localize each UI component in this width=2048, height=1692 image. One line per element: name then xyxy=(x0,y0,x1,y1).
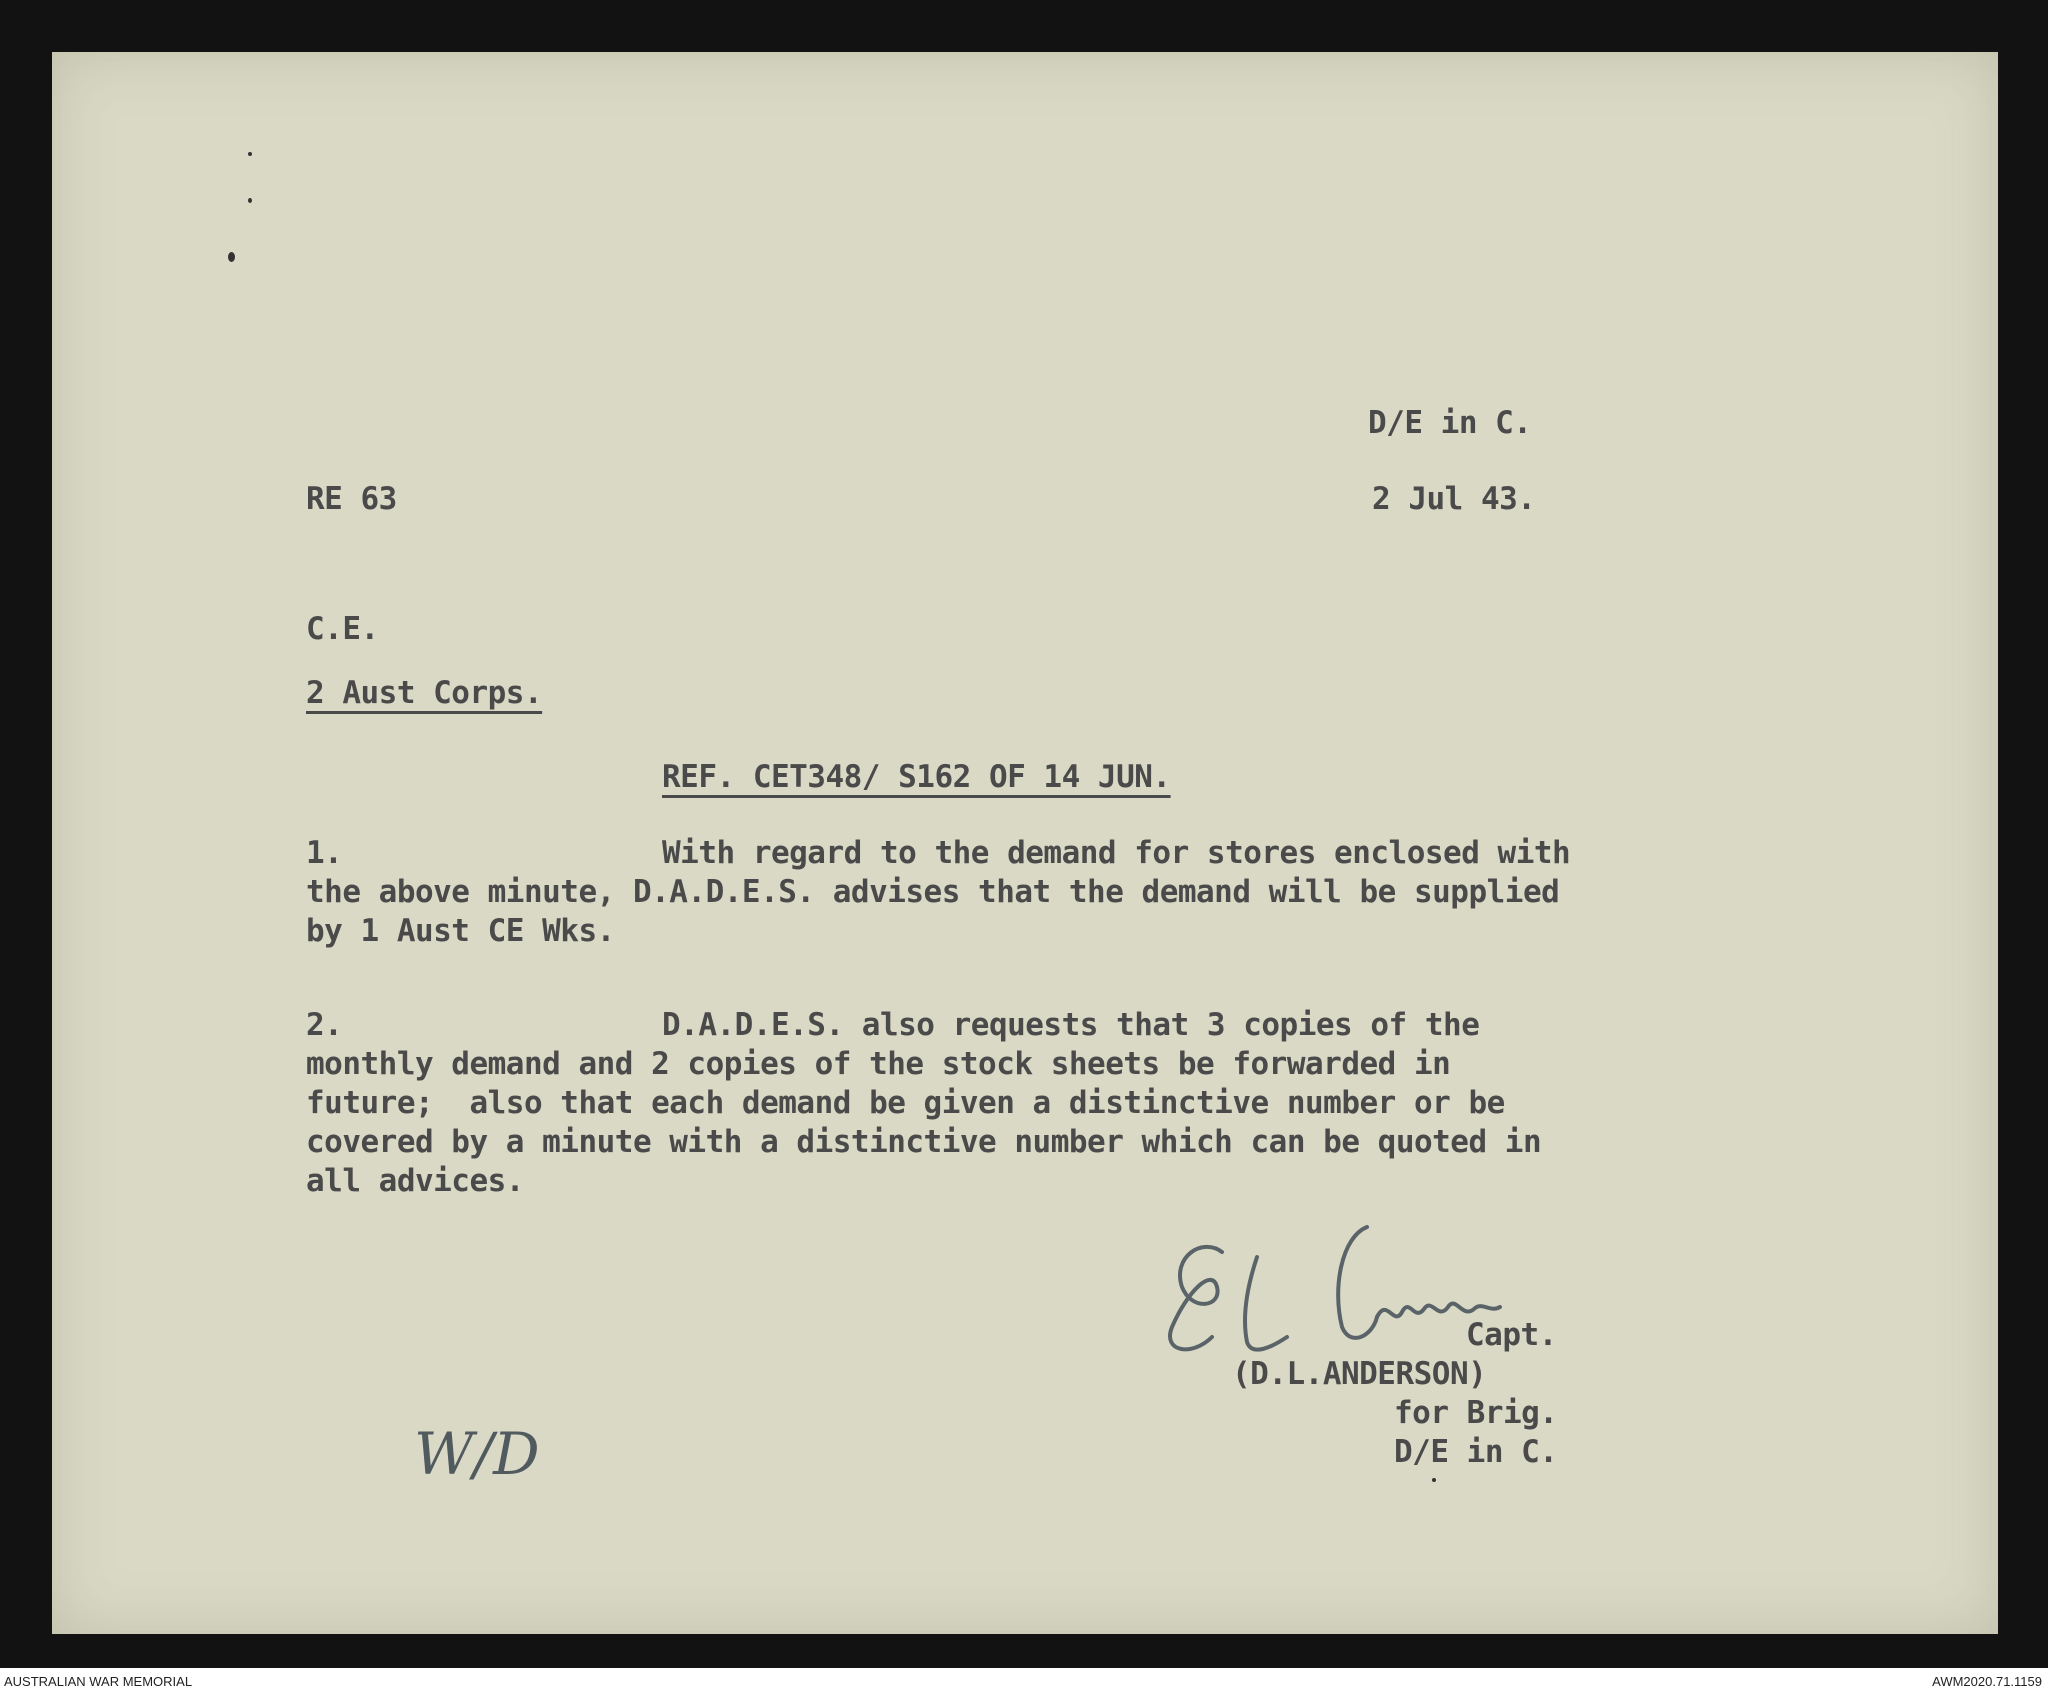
para-1-number: 1. xyxy=(306,835,343,871)
footer-left-caption: AUSTRALIAN WAR MEMORIAL xyxy=(4,1674,193,1689)
para-2-line: all advices. xyxy=(306,1163,524,1199)
para-1-line: by 1 Aust CE Wks. xyxy=(306,913,615,949)
document-page xyxy=(52,52,1998,1634)
paper-speck xyxy=(228,252,235,262)
signatory-office: D/E in C. xyxy=(1394,1434,1558,1470)
signatory-name: (D.L.ANDERSON) xyxy=(1232,1356,1487,1392)
addressee-line-2: 2 Aust Corps. xyxy=(306,675,543,711)
addressee-line-1: C.E. xyxy=(306,611,379,647)
document-date: 2 Jul 43. xyxy=(1372,481,1536,517)
signatory-rank: Capt. xyxy=(1466,1317,1557,1353)
handwritten-note: W/D xyxy=(414,1420,540,1488)
para-1-line: the above minute, D.A.D.E.S. advises that the demand will be supplied xyxy=(306,874,1560,910)
paper-speck xyxy=(248,152,252,156)
para-2-number: 2. xyxy=(306,1007,343,1043)
paper-speck xyxy=(248,198,252,203)
para-2-line: monthly demand and 2 copies of the stock sheets be forwarded in xyxy=(306,1046,1451,1082)
para-2-line: D.A.D.E.S. also requests that 3 copies of the xyxy=(662,1007,1480,1043)
para-1-line: With regard to the demand for stores enclosed with xyxy=(662,835,1571,871)
office-heading: D/E in C. xyxy=(1368,405,1532,441)
para-2-line: future; also that each demand be given a distinctive number or be xyxy=(306,1085,1505,1121)
footer-bar xyxy=(0,1668,2048,1692)
paper-speck xyxy=(1432,1478,1436,1482)
para-2-line: covered by a minute with a distinctive number which can be quoted in xyxy=(306,1124,1542,1160)
subject-line: REF. CET348/ S162 OF 14 JUN. xyxy=(662,759,1171,795)
signatory-for-line: for Brig. xyxy=(1394,1395,1558,1431)
footer-right-caption: AWM2020.71.1159 xyxy=(1932,1674,2042,1689)
reference-number: RE 63 xyxy=(306,481,397,517)
